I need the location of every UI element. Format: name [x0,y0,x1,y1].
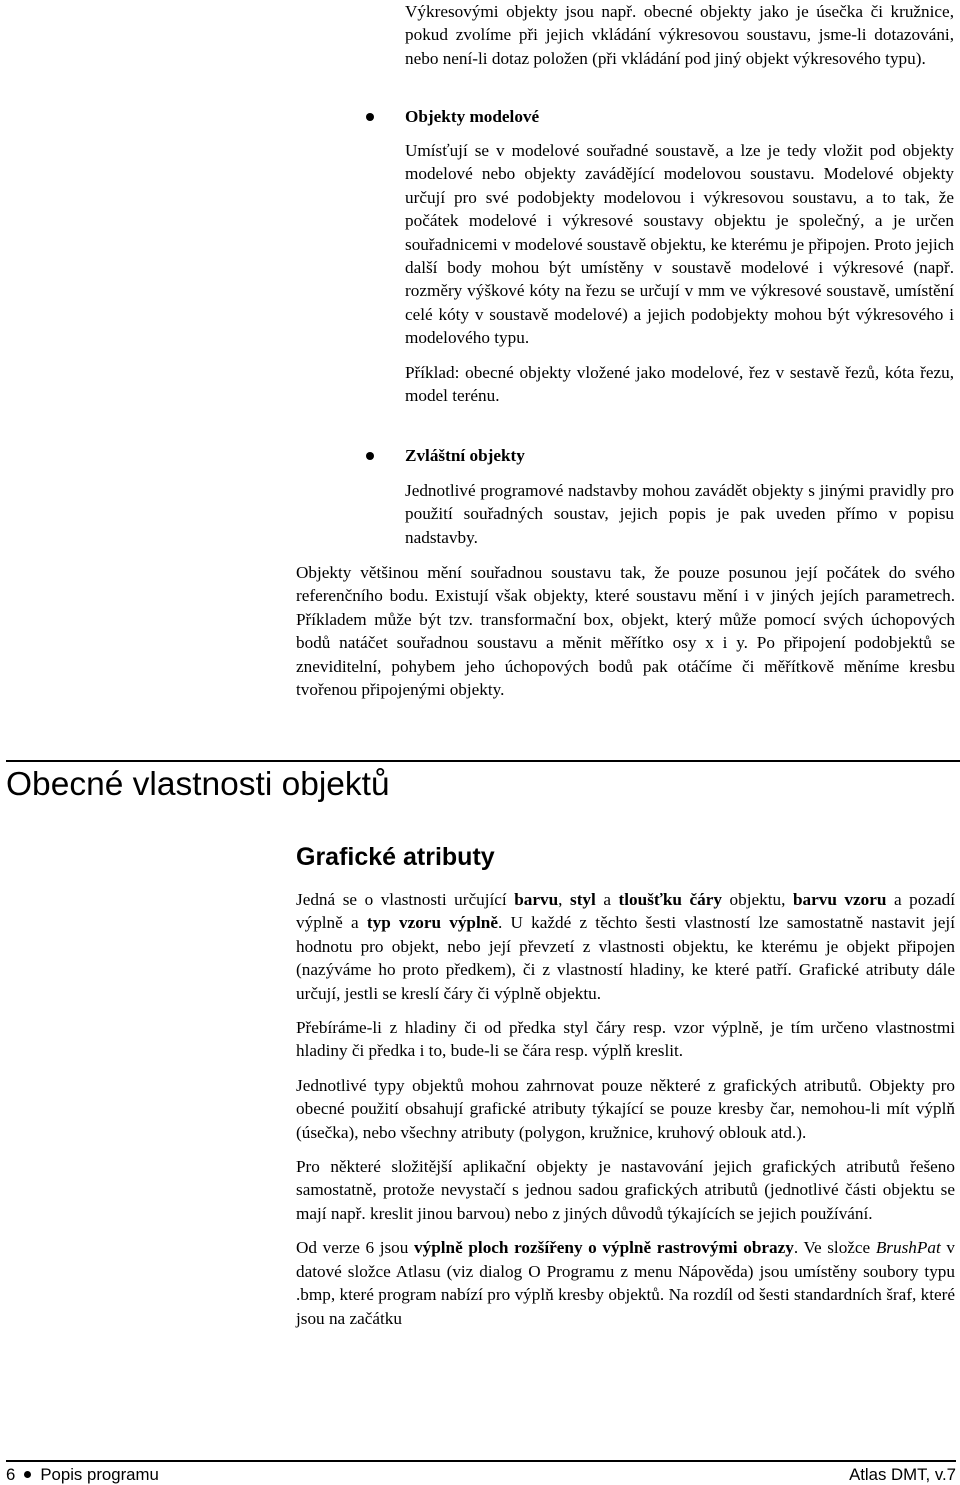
text-run: objektu, [721,890,793,909]
bullet-model-objects-body [405,139,954,407]
footer-section: Popis programu [40,1465,159,1484]
text-run: . Ve složce [793,1238,876,1258]
footer-left [6,1465,159,1485]
bullet-title: Zvláštní objekty [405,446,525,465]
bullet-paragraph: Umísťují se v modelové souřadné soustavě, a lze je tedy vložit pod objekty modelové nebo objekty zavádějící modelovou soustavu. Modelové objekty určují pro své podobjekty modelovou i výkresovou soustavu, a to tak, že počátek modelové i výkresové soustavy objektu je společný, a je určen souřadnicemi v modelové soustavě objektu, ke kterému je připojen. Proto jejich další body mohou být umístěny v soustavě modelové i výkresové (např. rozměry výškové kóty na řezu se určují v mm ve výkresové soustavě, umístění celé kóty v soustavě modelové) a jejich podobjekty mohou být výkresového i modelového typu. [405,141,954,348]
bold-term: barvu vzoru [792,890,887,909]
graphic-attributes-paragraph-5 [296,1236,955,1330]
bold-term: typ vzoru výplně [366,913,498,933]
bullet-example-paragraph: Příklad: obecné objekty vložené jako modelové, řez v sestavě řezů, kóta řezu, model terénu. [405,362,954,406]
coordinate-system-paragraph-block [296,561,955,701]
graphic-attributes-paragraph-4: Pro některé složitější aplikační objekty je nastavování jejich grafických atributů řešeno samostatně, protože nevystačí s jednou sadou grafických atributů (jednotlivé části objektu se mají např. kreslit jinou barvou) nebo z jiných důvodů týkajících se jejich používání. [296,1157,955,1223]
bullet-icon [366,113,374,121]
heading-level1 [6,760,960,808]
intro-paragraph-block [405,0,954,70]
text-run: a [595,890,619,909]
text-run: Jedná se o vlastnosti určující [296,890,515,909]
text-run: v datové složce Atlasu (viz dialog O Programu z menu Nápověda) jsou umístěny soubory typu .bmp, které program nabízí pro výplň kresby objektů. Na rozdíl od šesti standardních šraf, které jsou na začátku [296,1238,955,1328]
intro-paragraph: Výkresovými objekty jsou např. obecné objekty jako je úsečka či kružnice, pokud zvolíme při jejich vkládání výkresovou soustavu, jsme-li dotazováni, nebo není-li dotaz položen (při vkládání pod jiný objekt výkresového typu). [405,2,954,68]
bold-term: styl [570,890,596,909]
bullet-paragraph: Jednotlivé programové nadstavby mohou zavádět objekty s jinými pravidly pro použití souřadných soustav, jejich popis je pak uveden přímo v popisu nadstavby. [405,481,954,547]
bullet-title: Objekty modelové [405,107,540,126]
bullet-icon [366,452,374,460]
page-footer [6,1460,956,1485]
graphic-attributes-paragraph-2: Přebíráme-li z hladiny či od předka styl čáry resp. vzor výplně, je tím určeno vlastnostmi hladiny či předka i to, bude-li se čára resp. výplň kreslit. [296,1018,955,1061]
bold-term: výplně ploch rozšířeny o výplně rastrovými obrazy [414,1238,794,1258]
heading-level1-text: Obecné vlastnosti objektů [6,766,390,803]
bullet-special-objects-body [405,479,954,549]
heading-level2: Grafické atributy [296,843,495,871]
italic-term: BrushPat [875,1238,941,1258]
text-run: a pozadí výplně a [296,890,955,933]
graphic-attributes-section [296,888,955,1330]
bold-term: tloušťku čáry [618,890,722,909]
text-run: . U každé z těchto šesti vlastností lze samostatně nastavit její hodnotu pro objekt, nebo její převzetí z vlastnosti objektu, ke kterému je objekt připojen (nazýváme ho proto předkem), či z vlastností hladiny, ke které patří. Grafické atributy dále určují, jestli se kreslí čáry či výplně objektu. [296,913,955,1003]
graphic-attributes-paragraph-3: Jednotlivé typy objektů mohou zahrnovat pouze některé z grafických atributů. Objekty pro obecné použití obsahují grafické atributy týkající se pouze kresby čar, nemohou-li mít výplň (úsečka), nebo všechny atributy (polygon, kružnice, kruhový oblouk atd.). [296,1075,955,1142]
footer-bullet-icon [24,1471,31,1478]
bullet-model-objects [366,105,956,129]
bullet-special-objects [366,444,956,468]
graphic-attributes-paragraph-1 [296,888,955,1005]
text-run: , [558,890,571,909]
text-run: Od verze 6 jsou [296,1238,415,1258]
footer-product: Atlas DMT, v.7 [849,1465,956,1484]
coordinate-system-paragraph: Objekty většinou mění souřadnou soustavu tak, že pouze posunou její počátek do svého referenčního bodu. Existují však objekty, které soustavu mění i v jiných jejích parametrech. Příkladem může být tzv. transformační box, objekt, který může pomocí svých úchopových bodů natáčet souřadnou soustavu a měnit měřítko osy x i y. Po připojení podobjektů se zneviditelní, pohybem jeho úchopových bodů pak otáčíme či měřítkově měníme kresbu tvořenou připojenými objekty. [296,563,955,700]
page-number: 6 [6,1465,16,1484]
bold-term: barvu [514,890,559,909]
